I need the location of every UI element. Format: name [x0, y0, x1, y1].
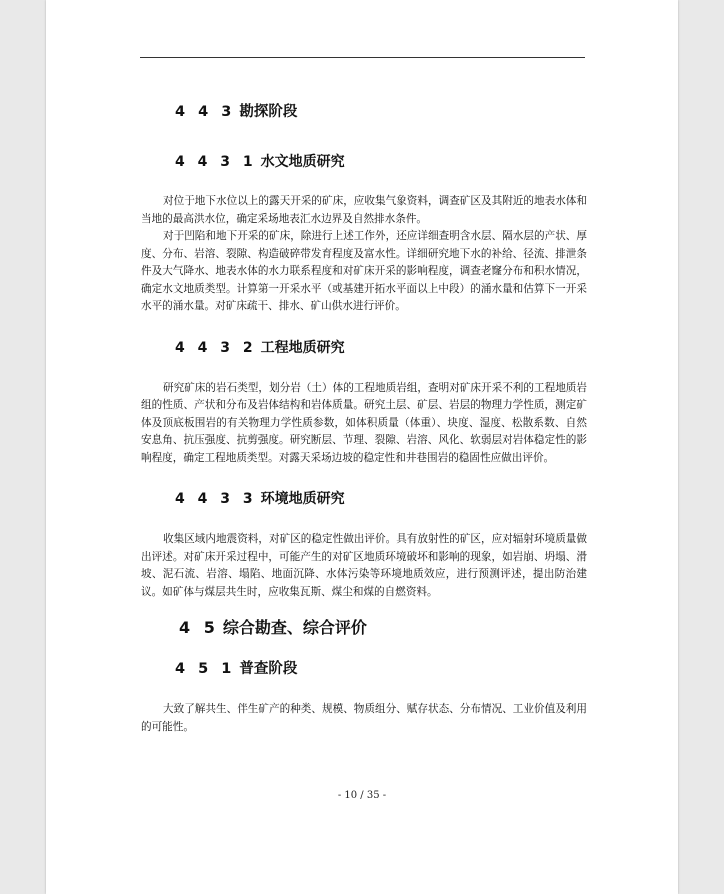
heading-title: 勘探阶段 [239, 104, 298, 120]
heading-4-4-3-2 [141, 338, 587, 358]
heading-4-4-3-3 [141, 489, 587, 509]
heading-title: 环境地质研究 [260, 491, 345, 507]
heading-title: 工程地质研究 [260, 339, 345, 356]
heading-number: 4 5 [179, 618, 219, 637]
paragraph: 对于凹陷和地下开采的矿床，除进行上述工作外，还应详细查明含水层、隔水层的产状、厚度、分布、岩溶、裂隙、构造破碎带发育程度及富水性。详细研究地下水的补给、径流、排泄条件及大气降水、地表水体的水力联系程度和对矿床开采的影响程度，调查老窿分布和积水情况，确定水文地质类型。计算第一开采水平（或基建开拓水平面以上中段）的涌水量和估算下一开采水平的涌水量。对矿床疏干、排水、矿山供水进行评价。 [141, 230, 587, 312]
heading-number: 4 5 1 [175, 661, 236, 677]
heading-4-5-1 [141, 659, 587, 679]
heading-4-4-3 [141, 102, 587, 122]
paragraph: 研究矿床的岩石类型，划分岩（土）体的工程地质岩组，查明对矿床开采不利的工程地质岩组的性质、产状和分布及岩体结构和岩体质量。研究土层、矿层、岩层的物理力学性质，测定矿体及顶底板围岩的有关物理力学性质参数，如体积质量（体重）、块度、湿度、松散系数、自然安息角、抗压强度、抗剪强度。研究断层、节理、裂隙、岩溶、风化、软弱层对岩体稳定性的影响程度，确定工程地质类型。对露天采场边坡的稳定性和井巷围岩的稳固性应做出评价。 [141, 381, 587, 464]
paragraph: 对位于地下水位以上的露天开采的矿床，应收集气象资料，调查矿区及其附近的地表水体和当地的最高洪水位，确定采场地表汇水边界及自然排水条件。 [141, 195, 587, 225]
header-rule [140, 57, 585, 58]
heading-4-5 [141, 617, 587, 639]
heading-number: 4 4 3 [175, 104, 236, 120]
heading-number: 4 4 3 3 [175, 491, 257, 507]
heading-4-4-3-1 [141, 152, 587, 172]
heading-title: 水文地质研究 [260, 154, 345, 170]
document-page [46, 0, 678, 894]
page-number: - 10 / 35 - [337, 790, 387, 801]
heading-title: 综合勘查、综合评价 [222, 618, 367, 637]
heading-title: 普查阶段 [239, 661, 298, 677]
heading-number: 4 4 3 1 [175, 154, 257, 170]
paragraph: 收集区域内地震资料，对矿区的稳定性做出评价。具有放射性的矿区，应对辐射环境质量做出评述。对矿床开采过程中，可能产生的对矿区地质环境破坏和影响的现象，如岩崩、坍塌、滑坡、泥石流、岩溶、塌陷、地面沉降、水体污染等环境地质效应，进行预测评述，提出防治建议。如矿体与煤层共生时，应收集瓦斯、煤尘和煤的自燃资料。 [141, 533, 587, 598]
paragraph: 大致了解共生、伴生矿产的种类、规模、物质组分、赋存状态、分布情况、工业价值及利用的可能性。 [141, 703, 587, 733]
page-content [141, 102, 587, 736]
heading-number: 4 4 3 2 [175, 339, 257, 356]
